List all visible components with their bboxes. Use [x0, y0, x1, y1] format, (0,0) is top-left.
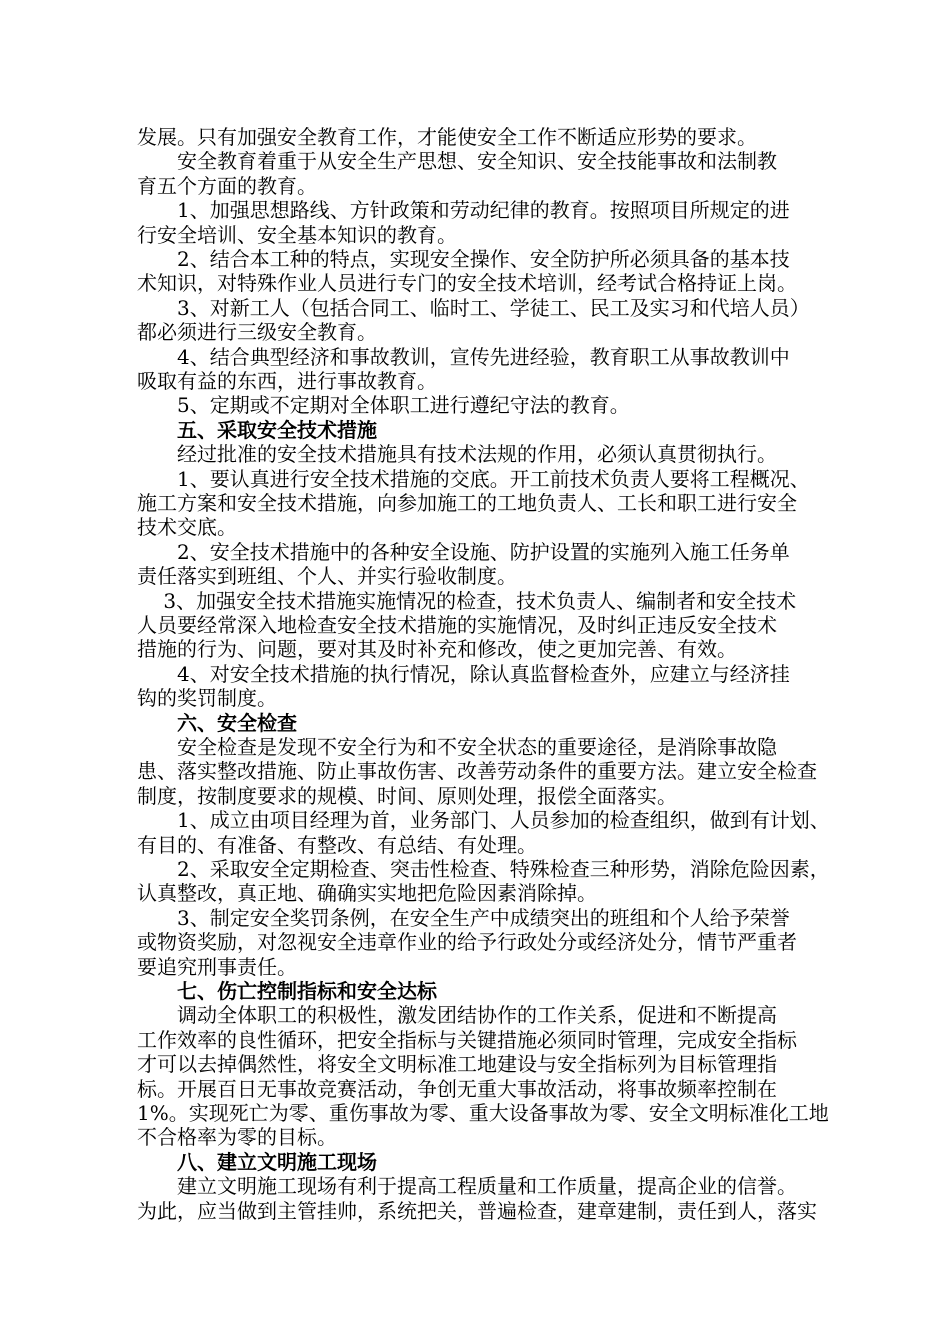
- text-line: 认真整改，真正地、确确实实地把危险因素消除掉。: [137, 881, 597, 906]
- text-line: 2、采取安全定期检查、突击性检查、特殊检查三种形势，消除危险因素，: [137, 857, 830, 881]
- text-line: 要追究刑事责任。: [137, 954, 297, 979]
- section-heading: 七、伤亡控制指标和安全达标: [137, 979, 437, 1003]
- text-line: 钩的奖罚制度。: [137, 686, 277, 711]
- text-line: 技术交底。: [137, 515, 237, 540]
- text-line: 不合格率为零的目标。: [137, 1125, 337, 1150]
- text-line: 或物资奖励，对忽视安全违章作业的给予行政处分或经济处分，情节严重者: [137, 930, 797, 955]
- text-line: 措施的行为、问题，要对其及时补充和修改，使之更加完善、有效。: [137, 637, 737, 662]
- text-line: 施工方案和安全技术措施，向参加施工的工地负责人、工长和职工进行安全: [137, 491, 797, 515]
- section-heading: 八、建立文明施工现场: [137, 1149, 377, 1174]
- text-line: 术知识，对特殊作业人员进行专门的安全技术培训，经考试合格持证上岗。: [137, 271, 797, 296]
- text-line: 才可以去掉偶然性，将安全文明标准工地建设与安全指标列为目标管理指: [137, 1052, 777, 1077]
- text-line: 4、结合典型经济和事故教训，宣传先进经验，教育职工从事故教训中: [137, 344, 790, 369]
- text-line: 3、加强安全技术措施实施情况的检查，技术负责人、编制者和安全技术: [137, 588, 797, 613]
- text-line: 行安全培训、安全基本知识的教育。: [137, 222, 457, 247]
- text-line: 1、加强思想路线、方针政策和劳动纪律的教育。按照项目所规定的进: [137, 198, 790, 223]
- text-line: 建立文明施工现场有利于提高工程质量和工作质量，提高企业的信誉。: [137, 1174, 797, 1199]
- text-line: 2、结合本工种的特点，实现安全操作、安全防护所必须具备的基本技: [137, 247, 790, 271]
- text-line: 3、制定安全奖罚条例，在安全生产中成绩突出的班组和个人给予荣誉: [137, 905, 790, 930]
- text-line: 安全教育着重于从安全生产思想、安全知识、安全技能事故和法制教: [137, 149, 777, 174]
- text-line: 安全检查是发现不安全行为和不安全状态的重要途径，是消除事故隐: [137, 735, 777, 759]
- section-heading: 五、采取安全技术措施: [137, 417, 377, 442]
- text-line: 发展。只有加强安全教育工作，才能使安全工作不断适应形势的要求。: [137, 125, 757, 149]
- text-line: 1、要认真进行安全技术措施的交底。开工前技术负责人要将工程概况、: [137, 466, 810, 491]
- text-line: 有目的、有准备、有整改、有总结、有处理。: [137, 832, 537, 857]
- text-line: 制度，按制度要求的规模、时间、原则处理，报偿全面落实。: [137, 783, 677, 808]
- text-line: 1%。实现死亡为零、重伤事故为零、重大设备事故为零、安全文明标准化工地: [137, 1101, 829, 1125]
- text-line: 4、对安全技术措施的执行情况，除认真监督检查外，应建立与经济挂: [137, 661, 790, 686]
- text-line: 5、定期或不定期对全体职工进行遵纪守法的教育。: [137, 393, 630, 418]
- text-line: 调动全体职工的积极性，激发团结协作的工作关系，促进和不断提高: [137, 1003, 777, 1028]
- text-line: 吸取有益的东西，进行事故教育。: [137, 369, 437, 393]
- text-line: 3、对新工人（包括合同工、临时工、学徒工、民工及实习和代培人员）: [137, 295, 810, 320]
- text-line: 育五个方面的教育。: [137, 173, 317, 198]
- text-line: 工作效率的良性循环，把安全指标与关键措施必须同时管理，完成安全指标: [137, 1027, 797, 1052]
- section-heading: 六、安全检查: [137, 710, 297, 735]
- text-line: 都必须进行三级安全教育。: [137, 320, 377, 345]
- text-line: 人员要经常深入地检查安全技术措施的实施情况，及时纠正违反安全技术: [137, 613, 777, 637]
- text-line: 责任落实到班组、个人、并实行验收制度。: [137, 564, 517, 589]
- text-line: 2、安全技术措施中的各种安全设施、防护设置的实施列入施工任务单: [137, 539, 790, 564]
- text-line: 1、成立由项目经理为首，业务部门、人员参加的检查组织，做到有计划、: [137, 808, 830, 833]
- text-line: 经过批准的安全技术措施具有技术法规的作用，必须认真贯彻执行。: [137, 442, 777, 467]
- text-line: 患、落实整改措施、防止事故伤害、改善劳动条件的重要方法。建立安全检查: [137, 759, 817, 784]
- text-line: 为此，应当做到主管挂帅，系统把关，普遍检查，建章建制，责任到人，落实: [137, 1198, 817, 1223]
- text-line: 标。开展百日无事故竞赛活动，争创无重大事故活动，将事故频率控制在: [137, 1076, 777, 1101]
